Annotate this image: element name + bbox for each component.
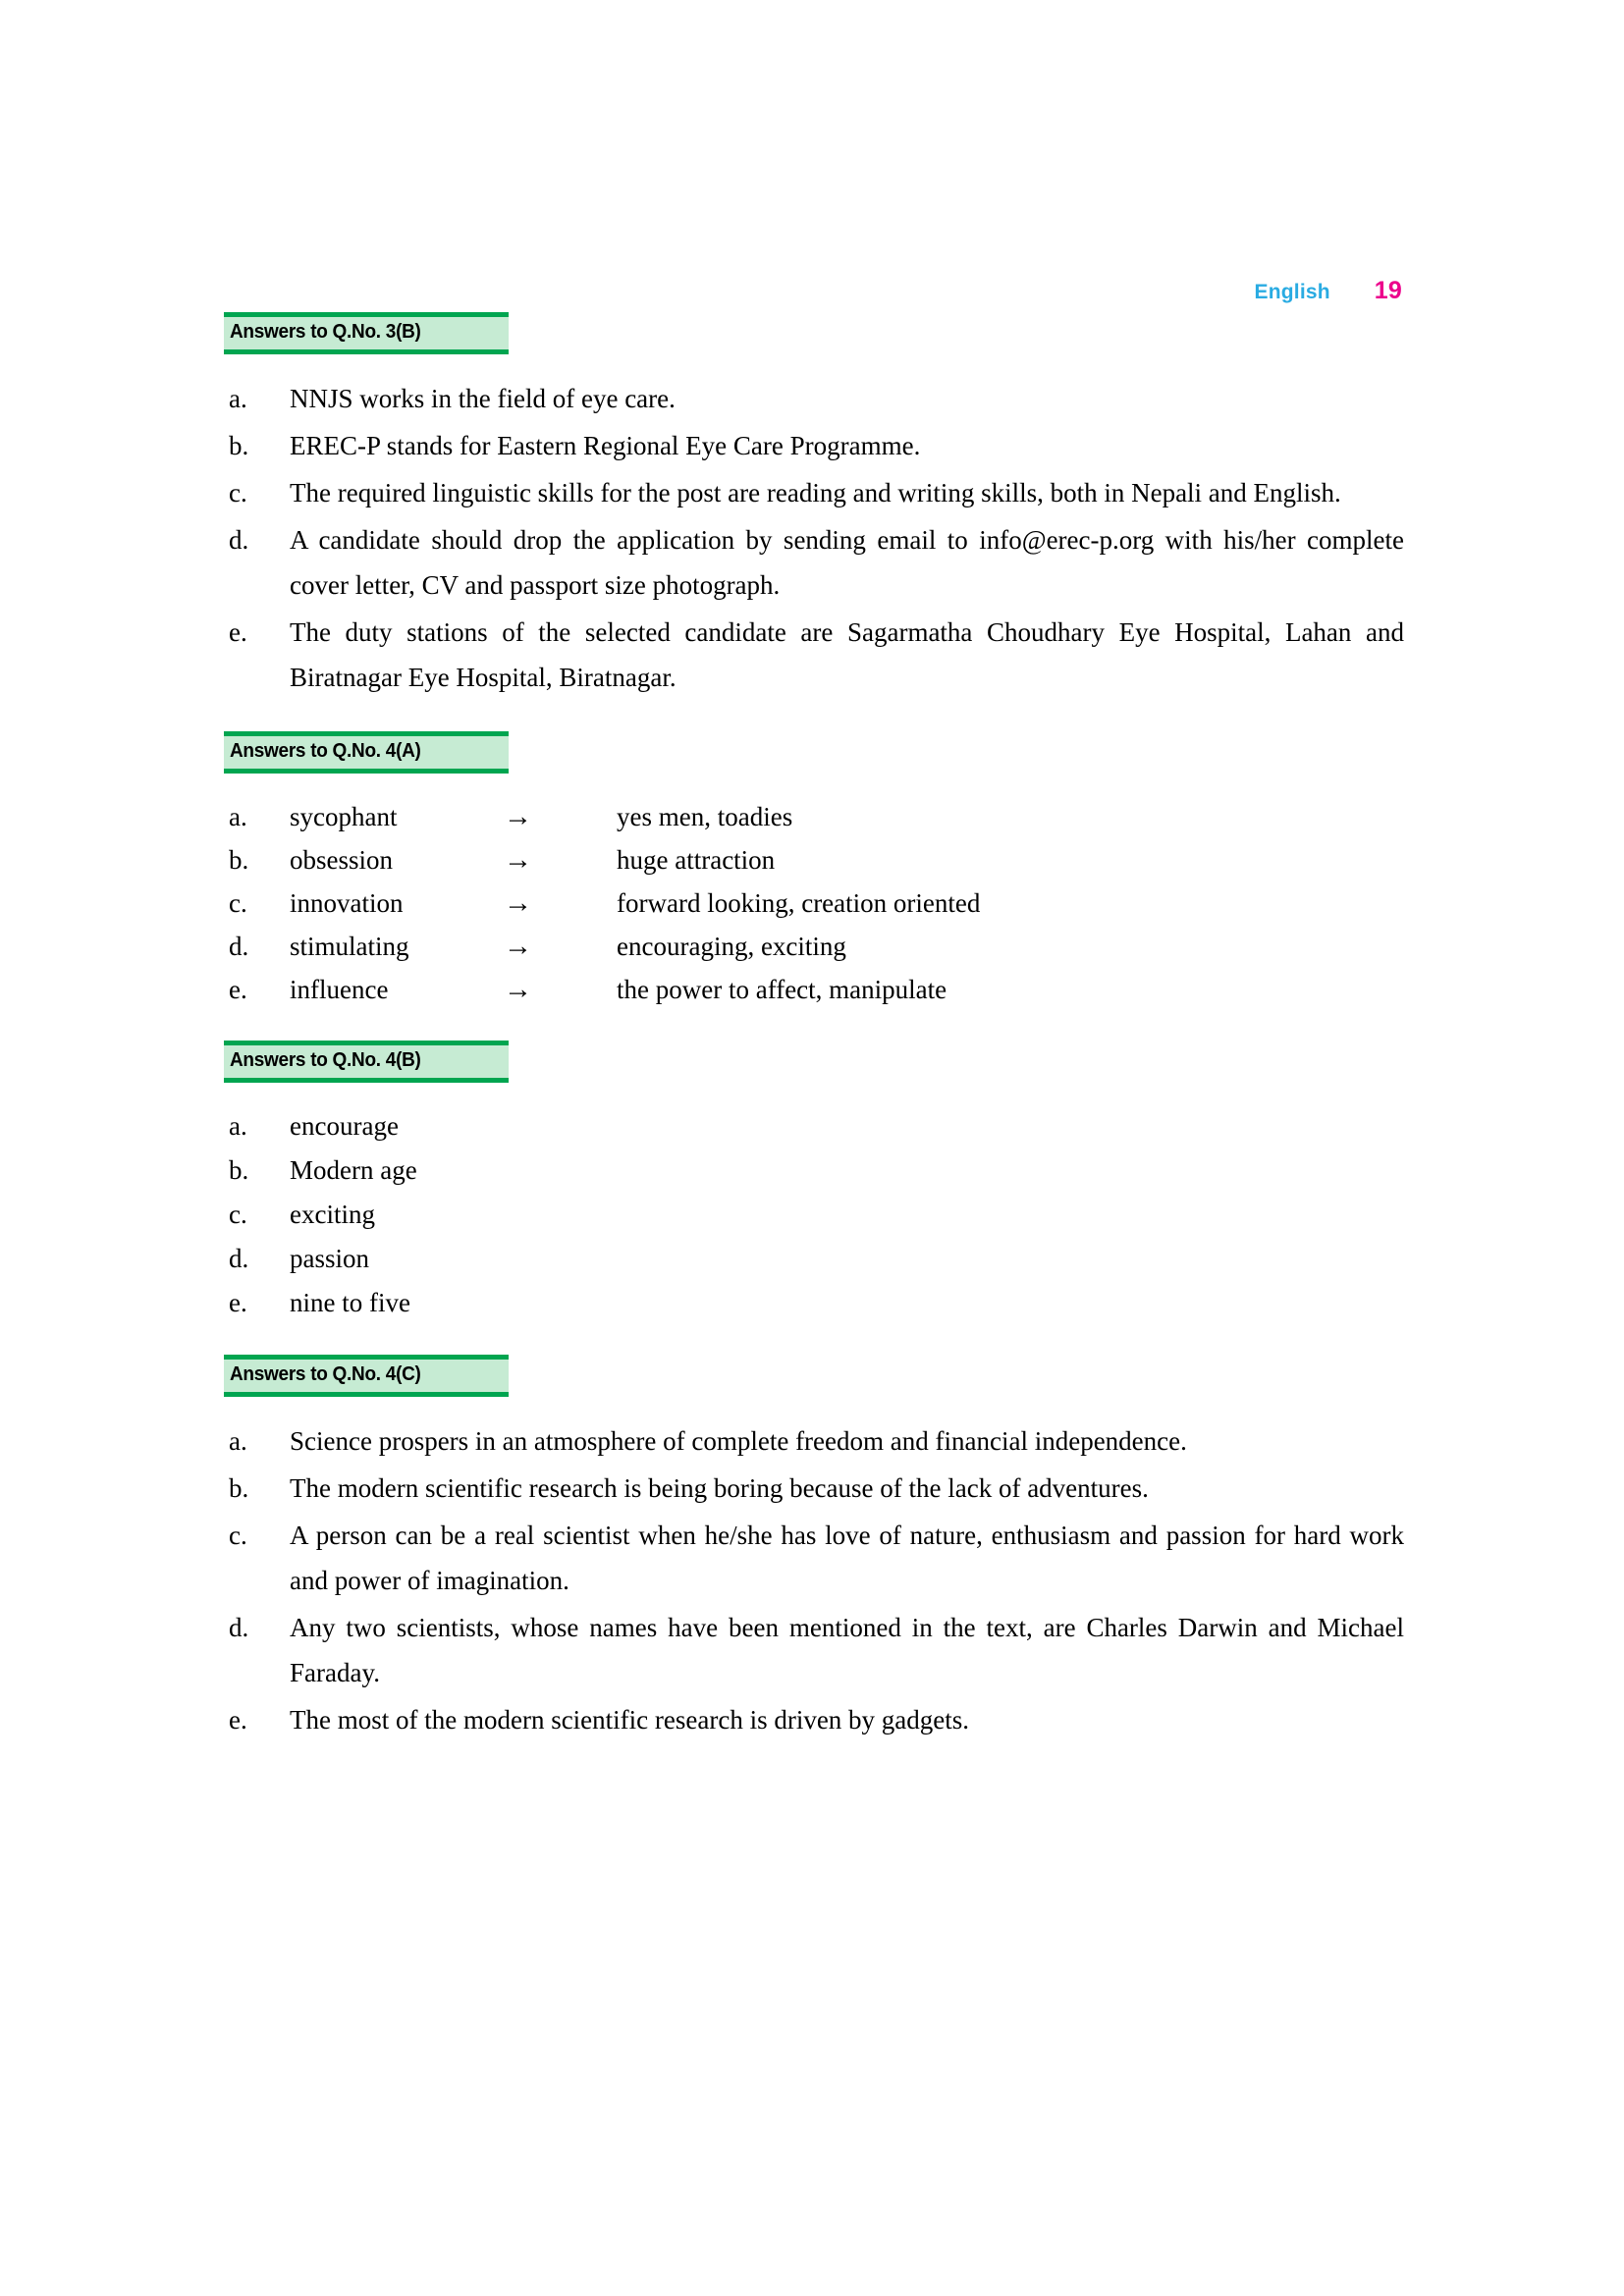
- section-banner-label: Answers to Q.No. 4(B): [230, 1049, 421, 1071]
- vocabulary-term: sycophant: [290, 802, 398, 831]
- answer-text: exciting: [290, 1200, 375, 1229]
- arrow-right-icon: →: [504, 974, 532, 1005]
- running-head-subject: English: [1254, 281, 1330, 303]
- list-item: [224, 795, 1404, 838]
- vocabulary-definition: forward looking, creation oriented: [617, 888, 981, 918]
- answer-text: encourage: [290, 1111, 399, 1141]
- item-marker: b.: [229, 1155, 249, 1185]
- arrow-right-icon: →: [504, 931, 532, 962]
- list-item: [224, 1237, 1404, 1281]
- matching-list-4A: [224, 795, 1404, 1011]
- banner-gap: [224, 1083, 1404, 1104]
- answer-text: EREC-P stands for Eastern Regional Eye Care Programme.: [290, 431, 921, 460]
- answer-text: Science prospers in an atmosphere of complete freedom and financial independence.: [290, 1426, 1187, 1456]
- item-marker: a.: [229, 802, 247, 831]
- item-marker: b.: [229, 431, 249, 460]
- list-item: [224, 1605, 1404, 1695]
- banner-gap: [224, 354, 1404, 376]
- answer-text: The duty stations of the selected candidate are Sagarmatha Choudhary Eye Hospital, Lahan and Biratnagar Eye Hospital, Biratnagar.: [290, 617, 1404, 692]
- list-item: [224, 881, 1404, 925]
- vocabulary-definition: yes men, toadies: [617, 802, 793, 831]
- list-item: [224, 1281, 1404, 1325]
- item-marker: e.: [229, 975, 247, 1004]
- list-item: [224, 423, 1404, 468]
- page-number: 19: [1374, 277, 1402, 304]
- list-item: [224, 1193, 1404, 1237]
- list-item: [224, 838, 1404, 881]
- arrow-right-icon: →: [504, 801, 532, 832]
- answer-text: Modern age: [290, 1155, 417, 1185]
- vocabulary-term: stimulating: [290, 932, 409, 961]
- item-marker: c.: [229, 1521, 247, 1550]
- answer-text: A person can be a real scientist when he/she has love of nature, enthusiasm and passion for hard work and power of imagination.: [290, 1521, 1404, 1595]
- section-banner-label: Answers to Q.No. 4(A): [230, 740, 421, 762]
- item-marker: b.: [229, 845, 249, 875]
- item-marker: a.: [229, 1426, 247, 1456]
- list-item: [224, 517, 1404, 608]
- list-item: [224, 1148, 1404, 1193]
- section-banner-label: Answers to Q.No. 3(B): [230, 321, 421, 343]
- section-banner-3B: [224, 312, 509, 354]
- list-item: [224, 1513, 1404, 1603]
- item-marker: d.: [229, 1244, 249, 1273]
- answer-list-4B: [224, 1104, 1404, 1325]
- item-marker: c.: [229, 478, 247, 507]
- vocabulary-term: innovation: [290, 888, 404, 918]
- item-marker: b.: [229, 1473, 249, 1503]
- section-gap: [224, 702, 1404, 731]
- list-item: [224, 1697, 1404, 1742]
- item-marker: e.: [229, 1288, 247, 1317]
- answer-text: The modern scientific research is being boring because of the lack of adventures.: [290, 1473, 1149, 1503]
- item-marker: d.: [229, 1613, 249, 1642]
- list-item: [224, 470, 1404, 515]
- arrow-right-icon: →: [504, 887, 532, 919]
- banner-gap: [224, 1397, 1404, 1418]
- item-marker: d.: [229, 932, 249, 961]
- list-item: [224, 1104, 1404, 1148]
- list-item: [224, 610, 1404, 700]
- answer-text: NNJS works in the field of eye care.: [290, 384, 676, 413]
- section-banner-4A: [224, 731, 509, 774]
- item-marker: d.: [229, 525, 249, 555]
- vocabulary-definition: huge attraction: [617, 845, 776, 875]
- vocabulary-term: influence: [290, 975, 389, 1004]
- list-item: [224, 968, 1404, 1011]
- answer-text: The required linguistic skills for the post are reading and writing skills, both in Nepali and English.: [290, 478, 1341, 507]
- answer-content: [224, 312, 1404, 1744]
- answer-text: nine to five: [290, 1288, 410, 1317]
- answer-text: passion: [290, 1244, 369, 1273]
- banner-gap: [224, 774, 1404, 795]
- answer-text: A candidate should drop the application by sending email to info@erec-p.org with his/her complete cover letter, CV and passport size photograph.: [290, 525, 1404, 600]
- answer-text: Any two scientists, whose names have been mentioned in the text, are Charles Darwin and Michael Faraday.: [290, 1613, 1404, 1687]
- item-marker: a.: [229, 1111, 247, 1141]
- item-marker: c.: [229, 1200, 247, 1229]
- vocabulary-definition: encouraging, exciting: [617, 932, 846, 961]
- item-marker: e.: [229, 617, 247, 647]
- answer-text: The most of the modern scientific research is driven by gadgets.: [290, 1705, 970, 1735]
- vocabulary-definition: the power to affect, manipulate: [617, 975, 947, 1004]
- arrow-right-icon: →: [504, 844, 532, 876]
- item-marker: e.: [229, 1705, 247, 1735]
- vocabulary-term: obsession: [290, 845, 394, 875]
- running-head: [0, 277, 1402, 305]
- list-item: [224, 925, 1404, 968]
- answer-list-3B: [224, 376, 1404, 700]
- section-banner-label: Answers to Q.No. 4(C): [230, 1363, 421, 1385]
- item-marker: a.: [229, 384, 247, 413]
- list-item: [224, 1466, 1404, 1511]
- section-gap: [224, 1325, 1404, 1355]
- section-gap: [224, 1011, 1404, 1041]
- list-item: [224, 376, 1404, 421]
- section-banner-4B: [224, 1041, 509, 1083]
- answer-list-4C: [224, 1418, 1404, 1742]
- section-banner-4C: [224, 1355, 509, 1397]
- list-item: [224, 1418, 1404, 1464]
- item-marker: c.: [229, 888, 247, 918]
